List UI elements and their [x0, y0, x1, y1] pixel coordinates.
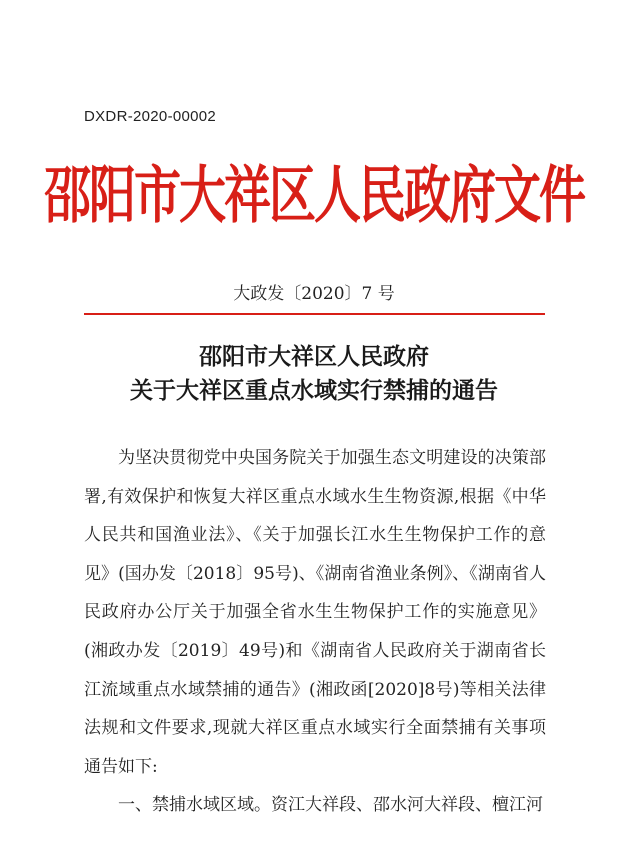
- notice-body: [84, 439, 546, 825]
- document-number: 大政发〔2020〕7 号: [233, 284, 395, 304]
- notice-title-line-2: 关于大祥区重点水域实行禁捕的通告: [130, 377, 498, 404]
- body-paragraph-intro: 为坚决贯彻党中央国务院关于加强生态文明建设的决策部署,有效保护和恢复大祥区重点水域水生生物资源,根据《中华人民共和国渔业法》、《关于加强长江水生生物保护工作的意见》(国办发〔2018〕95号)、《湖南省渔业条例》、《湖南省人民政府办公厅关于加强全省水生生物保护工作的实施意见》(湘政办发〔2019〕49号)和《湖南省人民政府关于湖南省长江流域重点水域禁捕的通告》(湘政函[2020]8号)等相关法律法规和文件要求,现就大祥区重点水域实行全面禁捕有关事项通告如下:: [84, 448, 546, 777]
- body-paragraph-section-1: 一、禁捕水域区域。资江大祥段、邵水河大祥段、檀江河: [118, 795, 543, 816]
- red-divider-line: [84, 313, 545, 315]
- document-id: DXDR-2020-00002: [84, 108, 217, 125]
- notice-title-line-1: 邵阳市大祥区人民政府: [199, 343, 429, 370]
- issuer-masthead: 邵阳市大祥区人民政府文件: [44, 159, 584, 233]
